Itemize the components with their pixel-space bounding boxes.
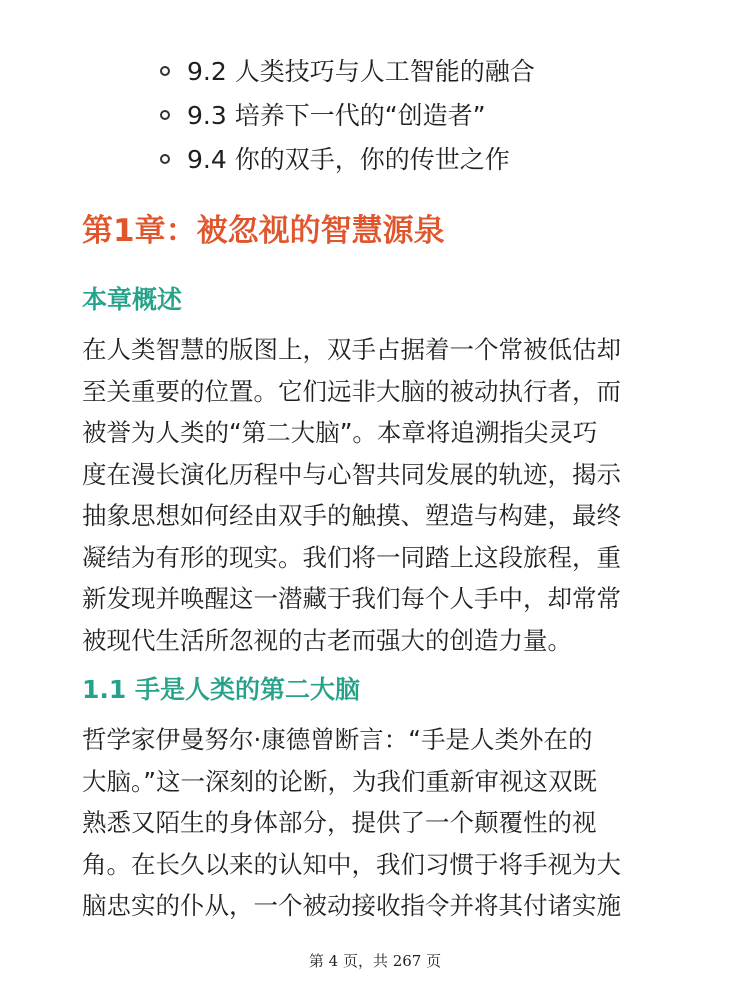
circle-bullet-icon [160,110,170,120]
paragraph-line: 哲学家伊曼努尔·康德曾断言：“手是人类外在的 [82,725,593,754]
paragraph-line: 被现代生活所忽视的古老而强大的创造力量。 [82,625,572,655]
paragraph-line: 大脑。”这一深刻的论断，为我们重新审视这双既 [82,766,597,796]
paragraph-line: 至关重要的位置。它们远非大脑的被动执行者，而 [82,376,621,406]
toc-item-label: 9.4 你的双手，你的传世之作 [187,145,510,174]
paragraph-line: 度在漫长演化历程中与心智共同发展的轨迹，揭示 [82,459,621,489]
overview-paragraph [82,329,692,661]
paragraph-line: 抽象思想如何经由双手的触摸、塑造与构建，最终 [82,501,621,530]
overview-heading: 本章概述 [82,285,183,314]
section-heading: 1.1 手是人类的第二大脑 [82,675,360,704]
page-number-footer: 第 4 页，共 267 页 [308,952,442,970]
toc-item-label: 9.2 人类技巧与人工智能的融合 [187,57,535,86]
paragraph-line: 新发现并唤醒这一潜藏于我们每个人手中，却常常 [82,584,621,613]
paragraph-line: 凝结为有形的现实。我们将一同踏上这段旅程，重 [82,542,621,572]
chapter-title: 第1章：被忽视的智慧源泉 [82,213,445,249]
toc-item[interactable] [0,50,750,94]
paragraph-line: 角。在长久以来的认知中，我们习惯于将手视为大 [82,849,621,879]
circle-bullet-icon [160,66,170,76]
toc-item[interactable] [0,94,750,138]
toc-list [0,50,750,182]
toc-item-label: 9.3 培养下一代的“创造者” [187,101,486,130]
paragraph-line: 在人类智慧的版图上，双手占据着一个常被低估却 [82,335,621,364]
circle-bullet-icon [160,154,170,164]
toc-item[interactable] [0,138,750,182]
paragraph-line: 被誉为人类的“第二大脑”。本章将追溯指尖灵巧 [82,418,598,447]
paragraph-line: 熟悉又陌生的身体部分，提供了一个颠覆性的视 [82,808,597,837]
paragraph-line: 脑忠实的仆从，一个被动接收指令并将其付诸实施 [82,891,621,920]
section-paragraph [82,719,692,927]
